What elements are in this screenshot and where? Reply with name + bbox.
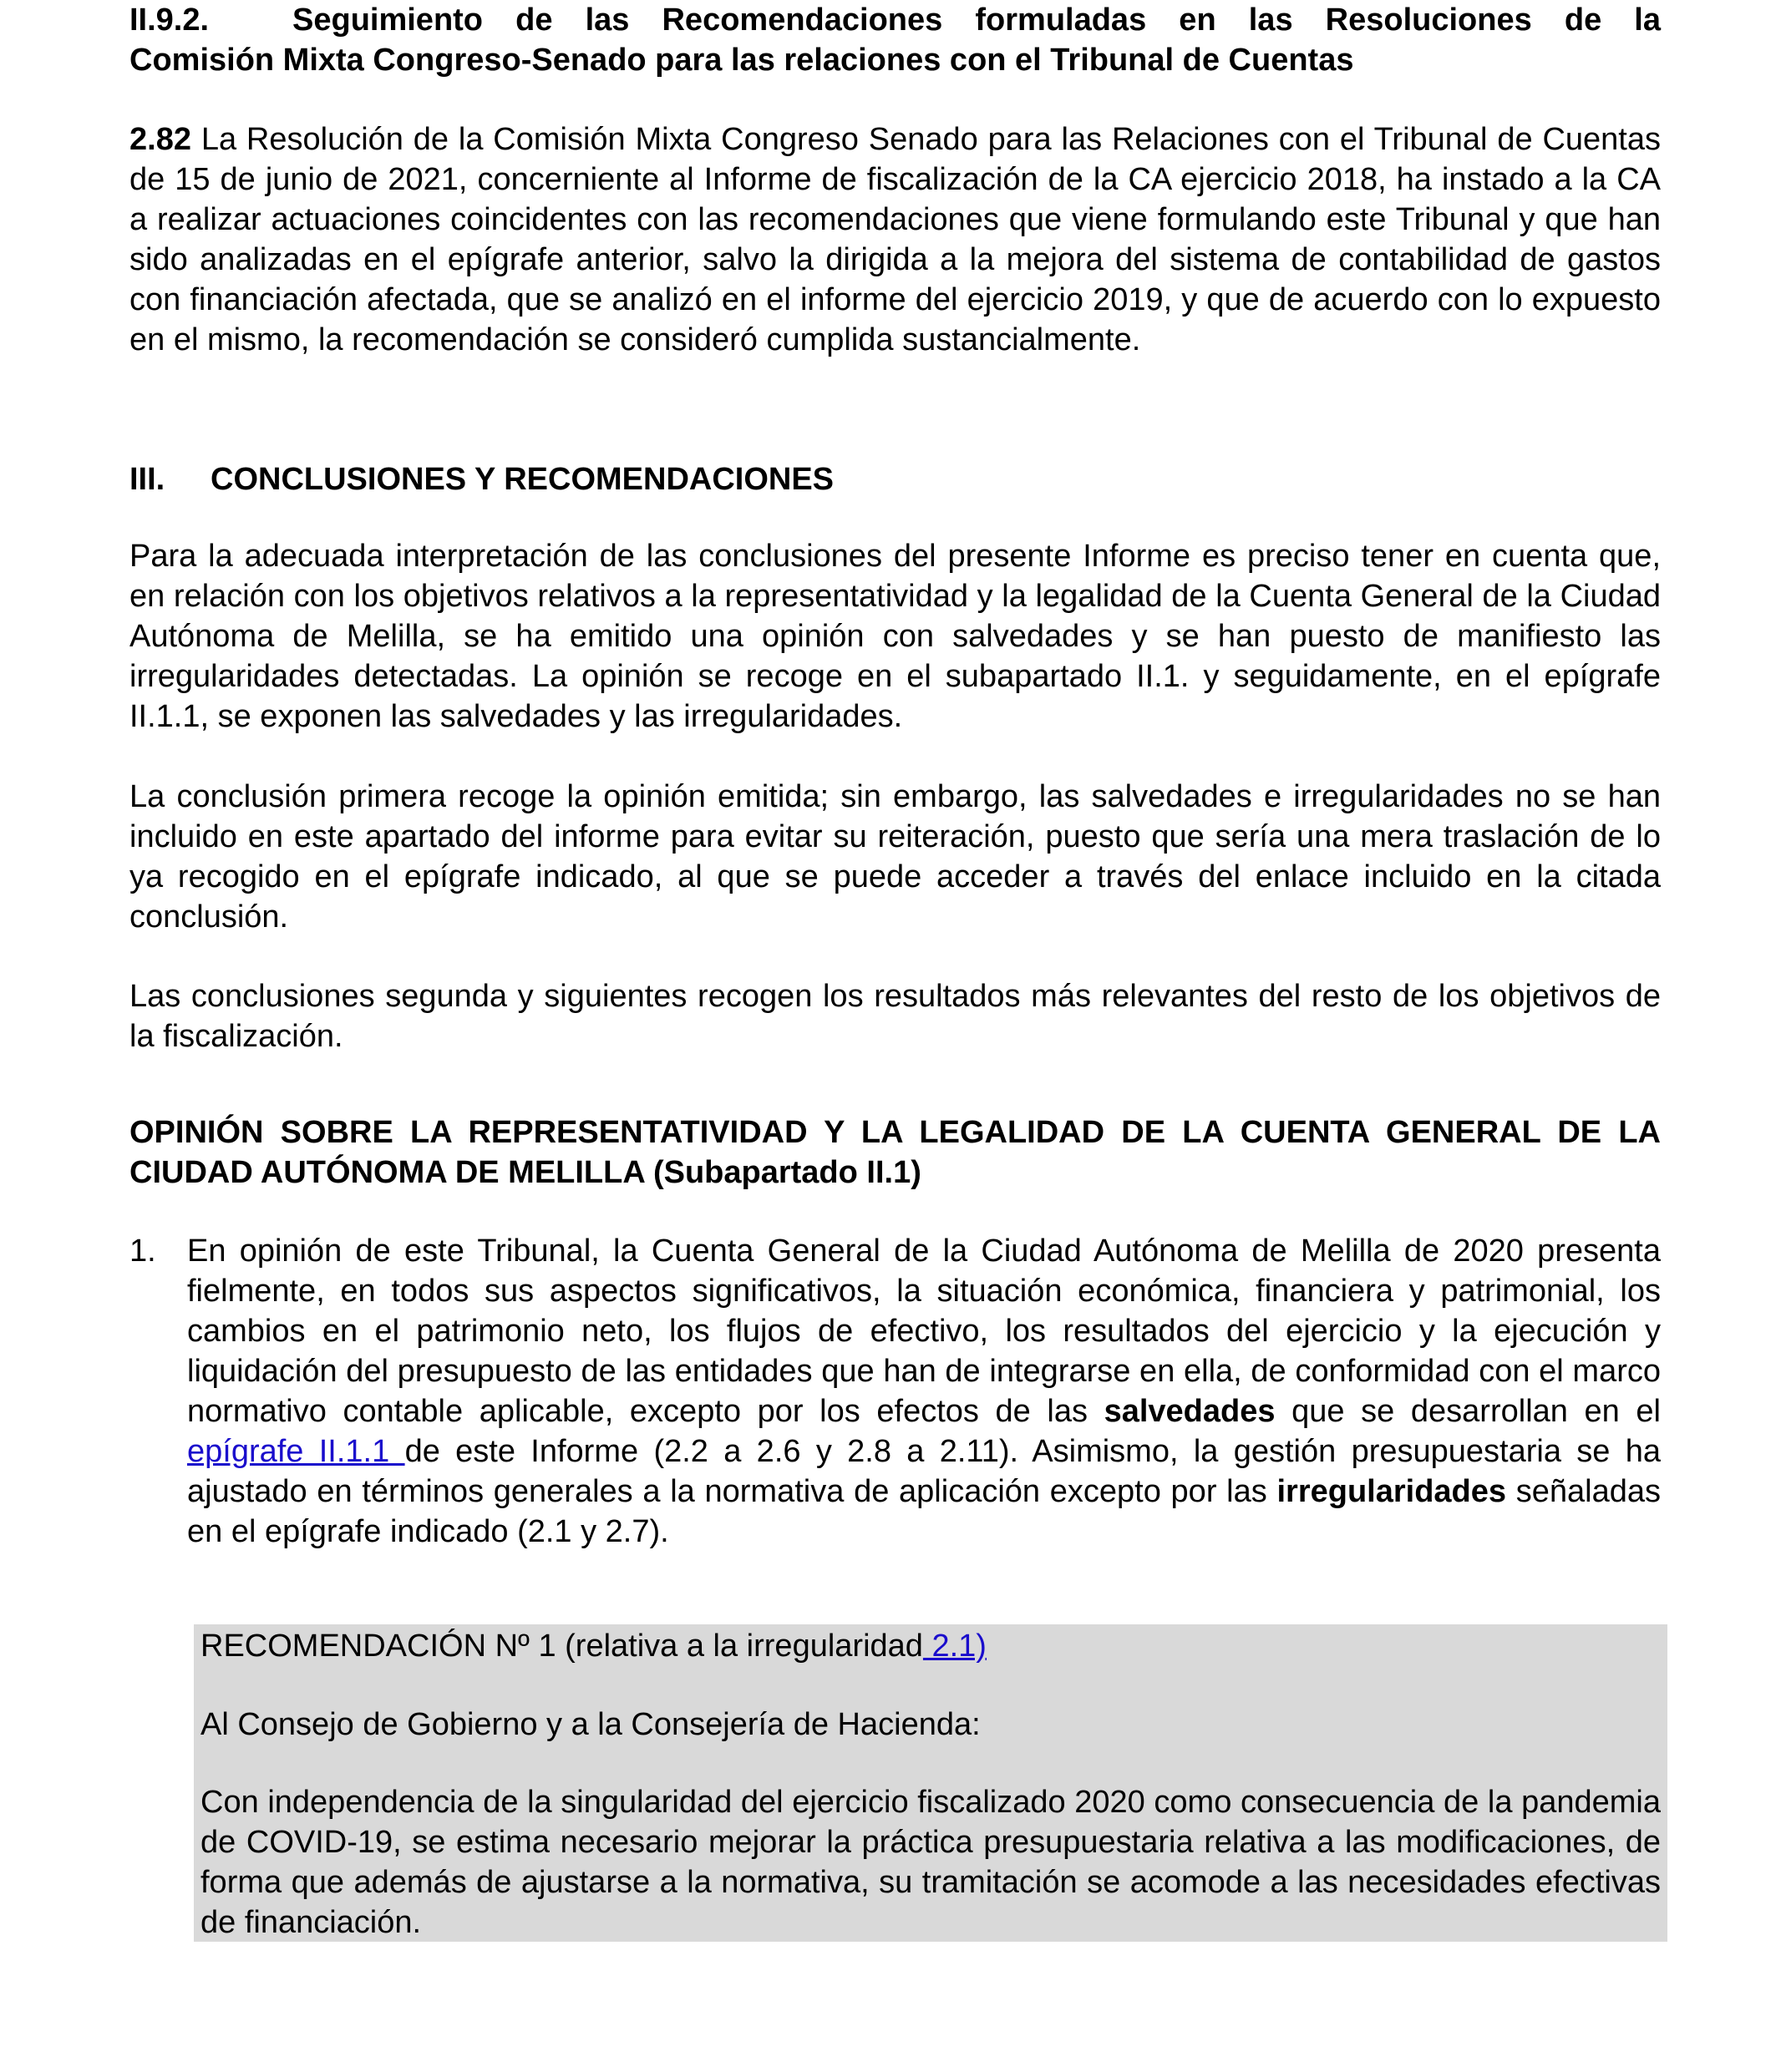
conclusion-text-part2: que se desarrollan en el: [1275, 1394, 1661, 1429]
section-heading-ii-9-2: [129, 0, 1661, 80]
paragraph-number: 2.82: [129, 122, 191, 157]
chapter-heading-iii: [129, 459, 1661, 499]
recommendation-addressee: Al Consejo de Gobierno y a la Consejería de Hacienda:: [200, 1707, 981, 1742]
conclusion-text: [187, 1231, 1661, 1552]
section-title-line1: Seguimiento de las Recomendaciones formuladas en las Resoluciones de la: [292, 3, 1661, 38]
paragraph-text: La Resolución de la Comisión Mixta Congreso Senado para las Relaciones con el Tribunal de Cuentas de 15 de junio de 2021, concerniente al Informe de fiscalización de la CA ejercicio 2018, ha instado a la CA a realizar actuaciones coincidentes con las recomendaciones que viene formulando este Tribunal y que han sido analizadas en el epígrafe anterior, salvo la dirigida a la mejora del sistema de contabilidad de gastos con financiación afectada, que se analizó en el informe del ejercicio 2019, y que de acuerdo con lo expuesto en el mismo, la recomendación se consideró cumplida sustancialmente.: [129, 122, 1661, 357]
chapter-title: CONCLUSIONES Y RECOMENDACIONES: [211, 462, 835, 497]
conclusion-text-part1: En opinión de este Tribunal, la Cuenta General de la Ciudad Autónoma de Melilla de 2020 presenta fielmente, en todos sus aspectos significativos, la situación económica, financiera y patrimonial, los cambios en el patrimonio neto, los flujos de efectivo, los resultados del ejercicio y la ejecución y liquidación del presupuesto de las entidades que han de integrarse en ella, de conformidad con el marco normativo contable aplicable, excepto por los efectos de las: [187, 1234, 1661, 1429]
intro-paragraph: La conclusión primera recoge la opinión emitida; sin embargo, las salvedades e irregularidades no se han incluido en este apartado del informe para evitar su reiteración, puesto que sería una mera traslación de lo ya recogido en el epígrafe indicado, al que se puede acceder a través del enlace incluido en la citada conclusión.: [129, 779, 1661, 935]
irregularity-link[interactable]: 2.1): [922, 1629, 987, 1664]
opinion-heading: OPINIÓN SOBRE LA REPRESENTATIVIDAD Y LA LEGALIDAD DE LA CUENTA GENERAL DE LA CIUDAD AUTÓNOMA DE MELILLA (Subapartado II.1): [129, 1115, 1661, 1190]
paragraph-2-82: [129, 119, 1661, 360]
section-heading-line1: [129, 0, 1661, 40]
chapter-number: III.: [129, 462, 165, 497]
salvedades-term: salvedades: [1104, 1394, 1276, 1429]
conclusion-1: [129, 1231, 1661, 1552]
intro-paragraph: Las conclusiones segunda y siguientes recogen los resultados más relevantes del resto de los objetivos de la fiscalización.: [129, 979, 1661, 1054]
irregularidades-term: irregularidades: [1276, 1474, 1507, 1509]
recommendation-title-text: RECOMENDACIÓN Nº 1 (relativa a la irregularidad: [200, 1629, 923, 1664]
epigrafe-link[interactable]: epígrafe II.1.1: [187, 1434, 405, 1469]
intro-paragraph: Para la adecuada interpretación de las conclusiones del presente Informe es preciso tener en cuenta que, en relación con los objetivos relativos a la representatividad y la legalidad de la Cuenta General de la Ciudad Autónoma de Melilla, se ha emitido una opinión con salvedades y se han puesto de manifiesto las irregularidades detectadas. La opinión se recoge en el subapartado II.1. y seguidamente, en el epígrafe II.1.1, se exponen las salvedades y las irregularidades.: [129, 539, 1661, 734]
recommendation-title: [200, 1626, 987, 1666]
section-title-line2: Comisión Mixta Congreso-Senado para las relaciones con el Tribunal de Cuentas: [129, 43, 1354, 78]
conclusion-text-part4: señaladas en el epígrafe indicado (2.1 y 2.7).: [187, 1474, 1661, 1549]
section-number: II.9.2.: [129, 3, 210, 38]
recommendation-text: Con independencia de la singularidad del ejercicio fiscalizado 2020 como consecuencia de la pandemia de COVID-19, se estima necesario mejorar la práctica presupuestaria relativa a las modificaciones, de forma que además de ajustarse a la normativa, su tramitación se acomode a las necesidades efectivas de financiación.: [200, 1785, 1661, 1940]
recommendation-box: [194, 1624, 1667, 1942]
conclusion-text-part3: de este Informe (2.2 a 2.6 y 2.8 a 2.11). Asimismo, la gestión presupuestaria se ha ajustado en términos generales a la normativa de aplicación excepto por las: [187, 1434, 1661, 1509]
list-marker: 1.: [129, 1234, 156, 1269]
